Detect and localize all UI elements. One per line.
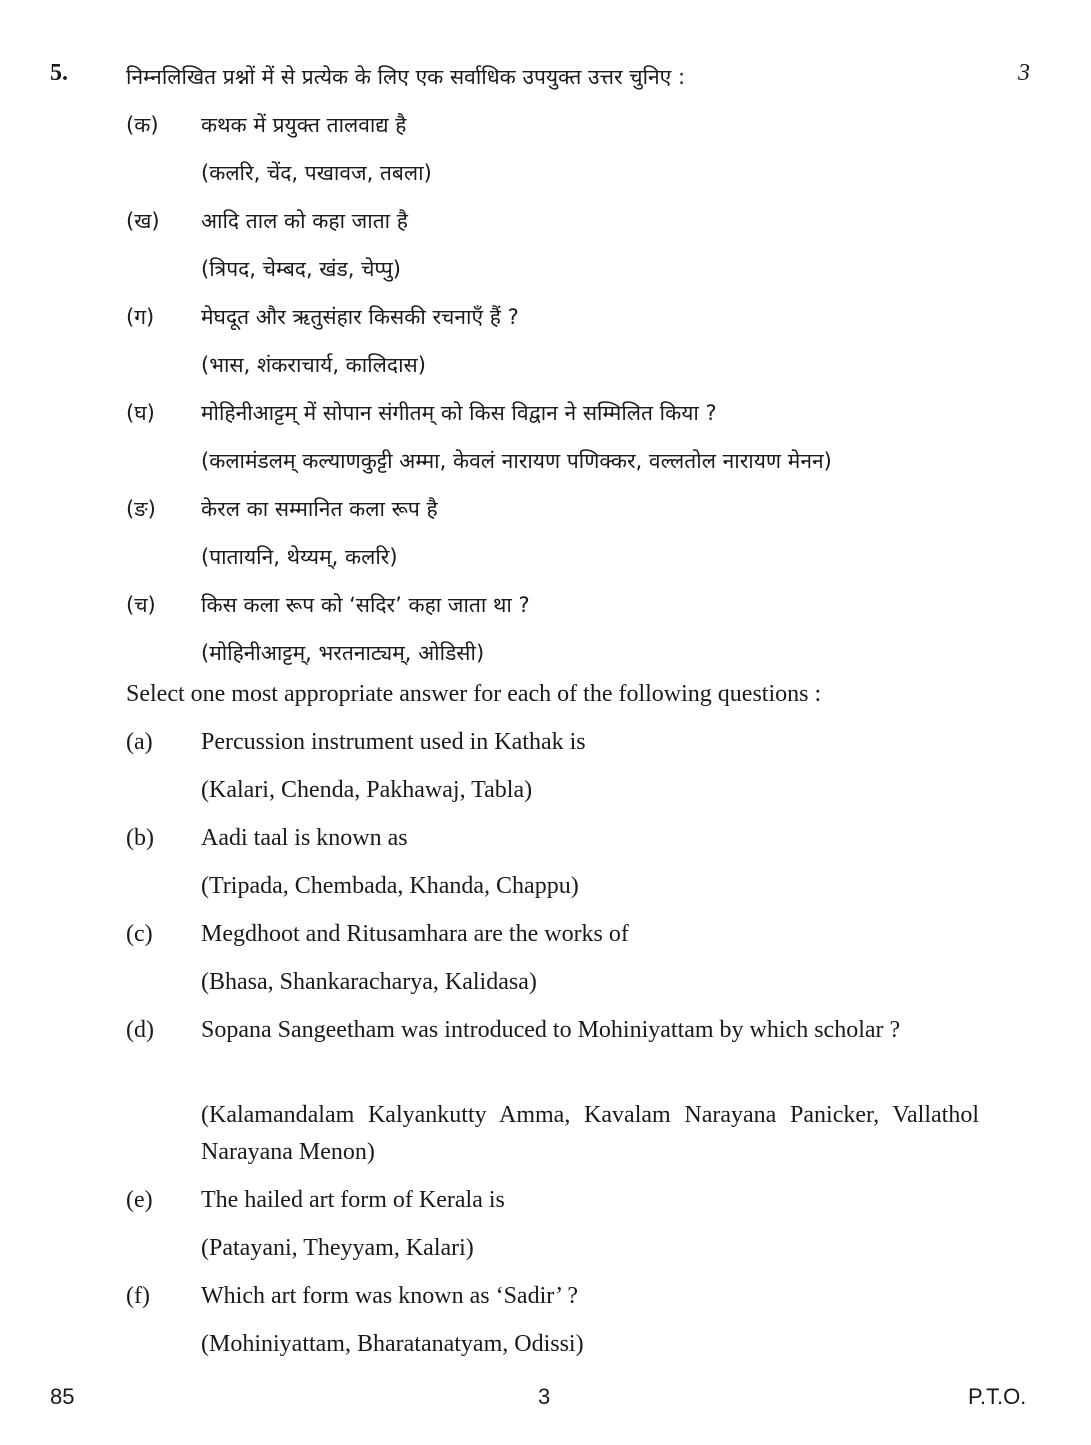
hindi-item-question: केरल का सम्मानित कला रूप है (201, 497, 438, 521)
hindi-instruction: निम्नलिखित प्रश्नों में से प्रत्येक के लिए एक सर्वाधिक उपयुक्त उत्तर चुनिए : (126, 65, 686, 89)
hindi-item-options: (मोहिनीआट्टम्, भरतनाट्यम्, ओडिसी) (201, 641, 485, 665)
hindi-item-options: (पातायनि, थेय्यम्, कलरि) (201, 545, 398, 569)
english-item-options: (Kalamandalam Kalyankutty Amma, Kavalam Narayana Panicker, Vallathol Narayana Menon) (201, 1102, 979, 1165)
english-item-label: (f) (126, 1283, 150, 1309)
english-item-label: (e) (126, 1187, 153, 1213)
english-item-question: The hailed art form of Kerala is (201, 1187, 505, 1213)
english-item-question: Megdhoot and Ritusamhara are the works of (201, 921, 629, 947)
paper-code: 85 (50, 1384, 75, 1409)
english-item-question: Aadi taal is known as (201, 825, 408, 851)
english-item-options: (Bhasa, Shankaracharya, Kalidasa) (201, 969, 537, 995)
english-item-options: (Patayani, Theyyam, Kalari) (201, 1235, 474, 1261)
english-item-question: Sopana Sangeetham was introduced to Mohiniyattam by which scholar ? (201, 1017, 901, 1043)
english-item-label: (a) (126, 729, 153, 755)
english-item-options: (Tripada, Chembada, Khanda, Chappu) (201, 873, 579, 899)
english-instruction: Select one most appropriate answer for each of the following questions : (126, 681, 822, 707)
english-item-options: (Kalari, Chenda, Pakhawaj, Tabla) (201, 777, 533, 803)
hindi-item-label: (ग) (126, 305, 155, 329)
hindi-item-options: (त्रिपद, चेम्बद, खंड, चेप्पु) (201, 257, 401, 281)
hindi-item-label: (घ) (126, 401, 155, 425)
question-marks: 3 (1018, 60, 1030, 86)
english-item-label: (b) (126, 825, 154, 851)
hindi-item-question: कथक में प्रयुक्त तालवाद्य है (201, 113, 407, 137)
pto-note: P.T.O. (968, 1384, 1027, 1409)
hindi-item-options: (भास, शंकराचार्य, कालिदास) (201, 353, 426, 377)
english-item-question: Percussion instrument used in Kathak is (201, 729, 586, 755)
hindi-item-options: (कलरि, चेंद, पखावज, तबला) (201, 161, 432, 185)
hindi-item-question: मेघदूत और ऋतुसंहार किसकी रचनाएँ हैं ? (201, 305, 519, 329)
hindi-item-options: (कलामंडलम् कल्याणकुट्टी अम्मा, केवलं नारायण पणिक्कर, वल्लतोल नारायण मेनन) (201, 449, 832, 473)
hindi-item-question: मोहिनीआट्टम् में सोपान संगीतम् को किस विद्वान ने सम्मिलित किया ? (201, 401, 717, 425)
english-item-options: (Mohiniyattam, Bharatanatyam, Odissi) (201, 1331, 584, 1357)
english-item-question: Which art form was known as ‘Sadir’ ? (201, 1283, 578, 1309)
hindi-item-label: (ख) (126, 209, 160, 233)
question-number: 5. (50, 60, 68, 86)
hindi-item-question: आदि ताल को कहा जाता है (201, 209, 408, 233)
hindi-item-label: (क) (126, 113, 159, 137)
hindi-item-question: किस कला रूप को ‘सदिर’ कहा जाता था ? (201, 593, 530, 617)
english-item-label: (c) (126, 921, 153, 947)
hindi-item-label: (च) (126, 593, 156, 617)
english-item-label: (d) (126, 1017, 154, 1043)
hindi-item-label: (ङ) (126, 497, 156, 521)
page-number: 3 (538, 1384, 551, 1409)
